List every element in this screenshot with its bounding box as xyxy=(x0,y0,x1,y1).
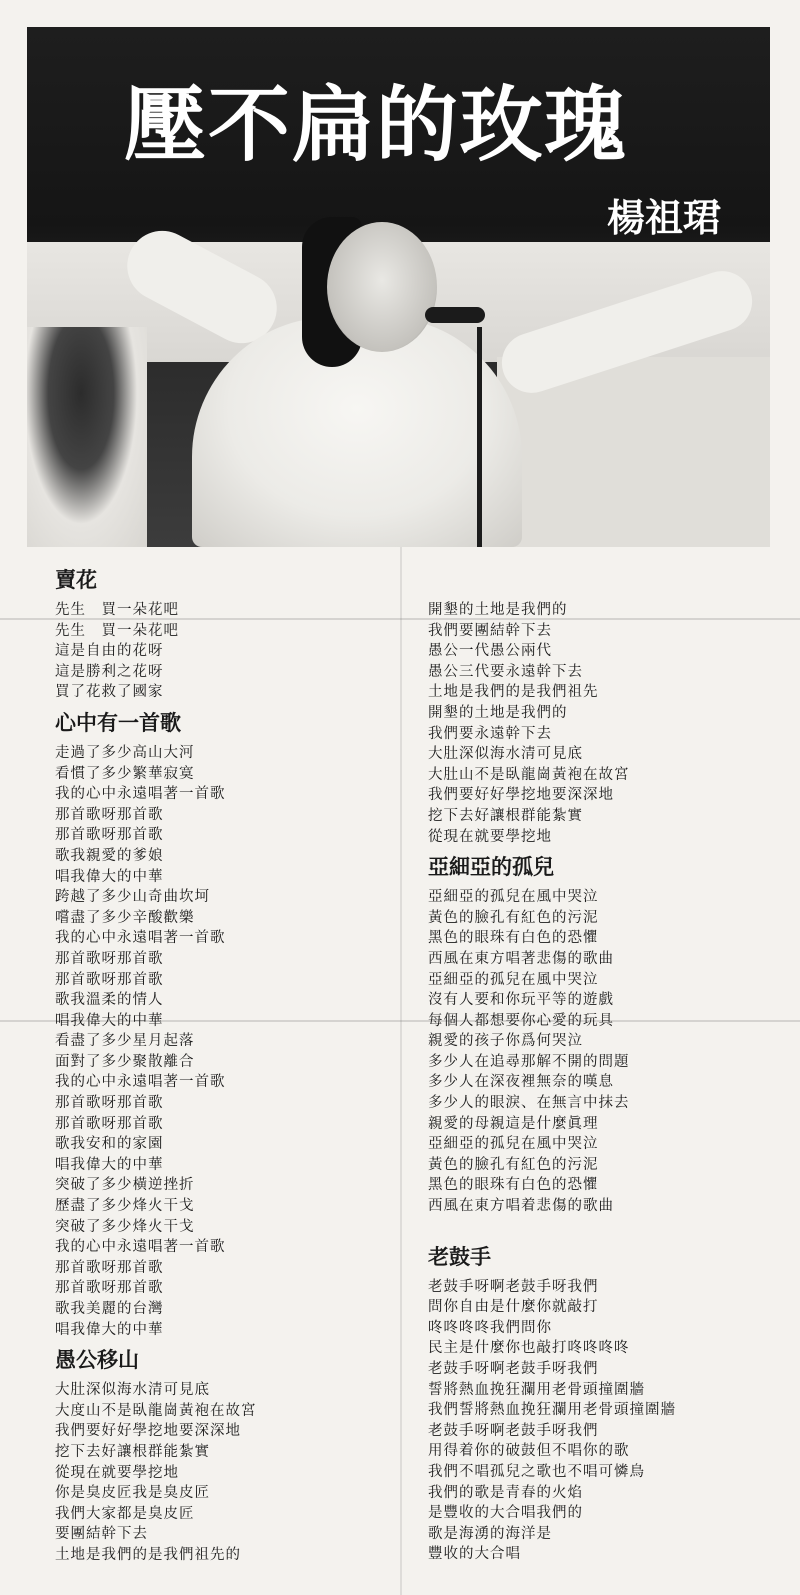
lyric-line: 我們誓將熱血挽狂瀾用老骨頭撞圍牆 xyxy=(428,1402,676,1419)
lyric-line: 那首歌呀那首歌 xyxy=(55,971,164,988)
lyric-line: 我的心中永遠唱著一首歌 xyxy=(55,1239,226,1256)
lyric-line: 老鼓手呀啊老鼓手呀我們 xyxy=(428,1361,599,1377)
lyric-line: 我們的歌是青春的火焰 xyxy=(428,1484,583,1501)
song-title: 老鼓手 xyxy=(428,1244,491,1269)
lyric-line: 唱我偉大的中華 xyxy=(55,1012,164,1029)
microphone-icon xyxy=(425,307,485,323)
song-lyrics xyxy=(428,600,768,847)
song-lyrics xyxy=(428,887,768,1217)
lyric-line: 面對了多少聚散離合 xyxy=(55,1053,195,1070)
lyric-line: 我的心中永遠唱著一首歌 xyxy=(55,930,226,947)
lyric-line: 親愛的母親這是什麼眞理 xyxy=(428,1115,599,1132)
lyric-line: 亞細亞的孤兒在風中哭泣 xyxy=(428,971,599,988)
lyric-line: 那首歌呀那首歌 xyxy=(55,1115,164,1132)
lyric-line: 歌我溫柔的情人 xyxy=(55,992,164,1009)
lyric-line: 挖下去好讓根群能紮實 xyxy=(428,807,583,824)
singer-head xyxy=(327,222,437,352)
lyric-line: 多少人在追尋那解不開的問題 xyxy=(428,1053,630,1070)
lyric-line: 黃色的臉孔有紅色的污泥 xyxy=(428,1156,599,1173)
lyric-line: 唱我偉大的中華 xyxy=(55,868,164,885)
lyric-line: 老鼓手呀啊老鼓手呀我們 xyxy=(428,1278,599,1295)
lyric-line: 買了花救了國家 xyxy=(55,684,164,701)
lyric-line: 突破了多少橫逆挫折 xyxy=(55,1177,195,1194)
lyric-line: 民主是什麼你也敲打咚咚咚咚 xyxy=(428,1340,630,1357)
lyric-line: 我們要好好學挖地要深深地 xyxy=(55,1423,241,1440)
lyric-line: 每個人都想要你心愛的玩具 xyxy=(428,1012,614,1029)
lyric-line: 走過了多少高山大河 xyxy=(55,744,195,761)
lyric-line: 我們要好好學挖地要深深地 xyxy=(428,787,614,804)
concert-photo xyxy=(27,27,770,547)
lyric-line: 誓將熱血挽狂瀾用老骨頭撞圍牆 xyxy=(428,1381,645,1398)
lyric-line: 我的心中永遠唱著一首歌 xyxy=(55,786,226,803)
song-title: 亞細亞的孤兒 xyxy=(428,855,554,880)
lyric-line: 這是勝利之花呀 xyxy=(55,663,164,680)
lyric-line: 大肚山不是臥龍崗黃袍在故宮 xyxy=(428,766,630,783)
lyric-line: 土地是我們的是我們祖先的 xyxy=(55,1546,241,1563)
lyric-line: 唱我偉大的中華 xyxy=(55,1156,164,1173)
lyric-line: 從現在就要學挖地 xyxy=(428,828,552,845)
lyric-line: 那首歌呀那首歌 xyxy=(55,1259,164,1276)
right-column xyxy=(428,600,768,1565)
lyric-line: 挖下去好讓根群能紮實 xyxy=(55,1443,210,1460)
lyric-line: 開墾的土地是我們的 xyxy=(428,602,568,618)
lyric-line: 西風在東方唱着悲傷的歌曲 xyxy=(428,1198,614,1215)
left-column xyxy=(55,566,405,1566)
lyric-line: 開墾的土地是我們的 xyxy=(428,704,568,721)
lyric-line: 看慣了多少繁華寂寞 xyxy=(55,765,195,782)
mic-stand xyxy=(477,327,482,547)
lyric-line: 西風在東方唱著悲傷的歌曲 xyxy=(428,950,614,967)
lyric-line: 那首歌呀那首歌 xyxy=(55,827,164,844)
lyric-line: 老鼓手呀啊老鼓手呀我們 xyxy=(428,1422,599,1439)
lyric-line: 親愛的孩子你爲何哭泣 xyxy=(428,1033,583,1050)
lyric-line: 咚咚咚咚我們問你 xyxy=(428,1319,552,1336)
lyric-line: 大肚深似海水清可見底 xyxy=(55,1382,210,1399)
lyric-line: 豐收的大合唱 xyxy=(428,1546,521,1563)
lyric-line: 我們要永遠幹下去 xyxy=(428,725,552,742)
lyric-line: 黑色的眼珠有白色的恐懼 xyxy=(428,1177,599,1194)
lyric-line: 看盡了多少星月起落 xyxy=(55,1033,195,1050)
lyric-line: 黃色的臉孔有紅色的污泥 xyxy=(428,909,599,926)
lyric-line: 歌我安和的家園 xyxy=(55,1136,164,1153)
lyric-line: 土地是我們的是我們祖先 xyxy=(428,684,599,701)
lyric-line: 突破了多少烽火干戈 xyxy=(55,1218,195,1235)
lyric-line: 用得着你的破鼓但不唱你的歌 xyxy=(428,1443,630,1460)
lyric-line: 歌是海湧的海洋是 xyxy=(428,1525,552,1542)
lyric-line: 亞細亞的孤兒在風中哭泣 xyxy=(428,1136,599,1153)
song-lyrics xyxy=(55,743,405,1340)
lyric-line: 歌我美麗的台灣 xyxy=(55,1301,164,1317)
lyric-line: 沒有人要和你玩平等的遊戲 xyxy=(428,992,614,1009)
song-title: 賣花 xyxy=(55,568,97,592)
lyric-line: 歌我親愛的爹娘 xyxy=(55,847,164,864)
artist-name: 楊祖珺 xyxy=(607,196,722,240)
lyric-line: 要團結幹下去 xyxy=(55,1526,148,1543)
lyric-line: 這是自由的花呀 xyxy=(55,643,164,660)
song-lyrics xyxy=(428,1277,768,1565)
lyric-line: 先生 買一朵花吧 xyxy=(55,622,179,639)
lyric-line: 那首歌呀那首歌 xyxy=(55,806,164,823)
lyric-line: 大肚深似海水清可見底 xyxy=(428,746,583,763)
lyric-line: 我們不唱孤兒之歌也不唱可憐鳥 xyxy=(428,1463,645,1480)
lyric-line: 問你自由是什麼你就敲打 xyxy=(428,1299,599,1316)
lyric-line: 黑色的眼珠有白色的恐懼 xyxy=(428,930,599,947)
lyric-line: 亞細亞的孤兒在風中哭泣 xyxy=(428,889,599,906)
lyric-line: 那首歌呀那首歌 xyxy=(55,1280,164,1297)
page-title: 壓不扁的玫瑰 xyxy=(124,78,629,173)
song-lyrics xyxy=(55,600,405,703)
lyric-line: 先生 買一朵花吧 xyxy=(55,602,179,618)
lyric-line: 跨越了多少山奇曲坎坷 xyxy=(55,889,210,906)
lyric-line: 從現在就要學挖地 xyxy=(55,1464,179,1481)
lyric-line: 我們要團結幹下去 xyxy=(428,622,552,639)
lyric-line: 多少人在深夜裡無奈的嘆息 xyxy=(428,1074,614,1091)
lyric-line: 嚐盡了多少辛酸歡樂 xyxy=(55,909,195,926)
lyric-line: 歷盡了多少烽火干戈 xyxy=(55,1198,195,1215)
lyric-line: 那首歌呀那首歌 xyxy=(55,950,164,967)
song-title: 愚公移山 xyxy=(55,1348,139,1373)
lyric-line: 愚公三代要永遠幹下去 xyxy=(428,663,583,680)
lyric-line: 多少人的眼淚、在無言中抹去 xyxy=(428,1095,630,1112)
lyric-line: 我們大家都是臭皮匠 xyxy=(55,1505,195,1522)
lyric-line: 你是臭皮匠我是臭皮匠 xyxy=(55,1485,210,1502)
lyric-line: 我的心中永遠唱著一首歌 xyxy=(55,1074,226,1091)
background-person xyxy=(27,327,147,547)
song-lyrics xyxy=(55,1380,405,1565)
song-title: 心中有一首歌 xyxy=(55,710,181,735)
lyric-line: 唱我偉大的中華 xyxy=(55,1321,164,1338)
lyric-line: 那首歌呀那首歌 xyxy=(55,1095,164,1112)
lyric-line: 愚公一代愚公兩代 xyxy=(428,643,552,660)
lyric-line: 大度山不是臥龍崗黃袍在故宮 xyxy=(55,1402,257,1419)
lyric-line: 是豐收的大合唱我們的 xyxy=(428,1505,583,1522)
